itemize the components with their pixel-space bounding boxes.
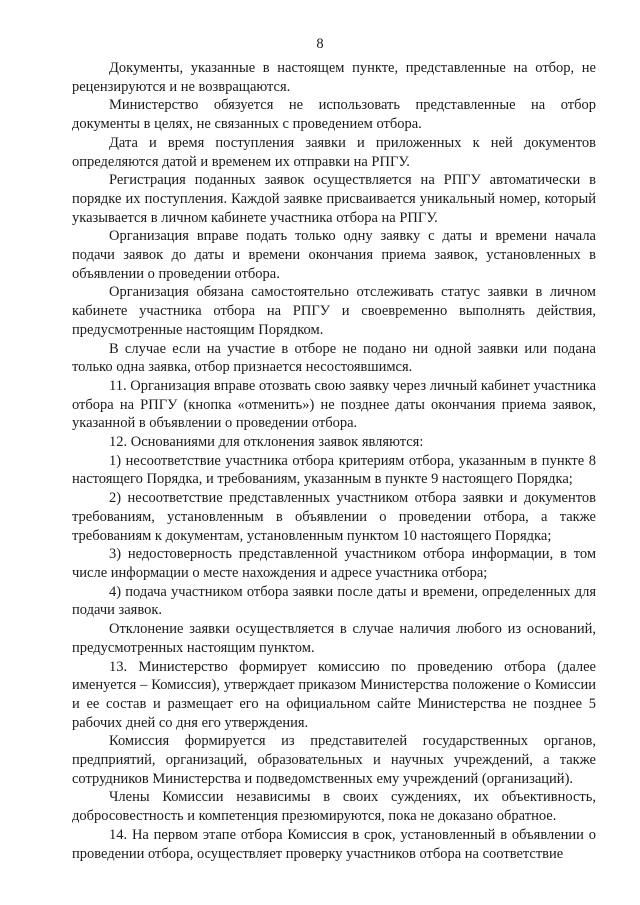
paragraph-ground-1: 1) несоответствие участника отбора критериям отбора, указанным в пункте 8 настоящего Порядка, и требованиям, указанным в пункте 9 настоящего Порядка; [72,452,596,488]
paragraph-item-12: 12. Основаниями для отклонения заявок являются: [109,434,424,451]
paragraph-single-application: Организация вправе подать только одну заявку с даты и времени начала подачи заявок до даты и времени окончания приема заявок, установленных в объявлении о проведении отбора. [72,228,596,282]
paragraph-status-tracking: Организация обязана самостоятельно отслеживать статус заявки в личном кабинете участника отбора на РПГУ и своевременно выполнять действия, предусмотренные настоящим Порядком. [72,284,596,338]
paragraph-ground-4: 4) подача участником отбора заявки после даты и времени, определенных для подачи заявок. [72,583,596,619]
paragraph-failed-selection: В случае если на участие в отборе не подано ни одной заявки или подана только одна заявка, отбор признается несостоявшимся. [72,340,596,376]
paragraph-commission-members: Члены Комиссии независимы в своих суждениях, их объективность, добросовестность и компетенция презюмируются, пока не доказано обратное. [72,789,596,825]
paragraph-item-11: 11. Организация вправе отозвать свою заявку через личный кабинет участника отбора на РПГУ (кнопка «отменить») не позднее даты окончания приема заявок, указанной в объявлении о проведении отбора. [72,377,596,432]
paragraph-item-14: 14. На первом этапе отбора Комиссия в срок, установленный в объявлении о проведении отбора, осуществляет проверку участников отбора на соответствие [72,826,596,862]
paragraph-ground-2: 2) несоответствие представленных участником отбора заявки и документов требованиям, установленным в объявлении о проведении отбора, а также требованиям к документам, установленным пунктом 10 настоящего Порядка; [72,490,596,544]
paragraph-returns: Документы, указанные в настоящем пункте, представленные на отбор, не рецензируются и не возвращаются. [72,60,596,95]
paragraph-item-13: 13. Министерство формирует комиссию по проведению отбора (далее именуется – Комиссия), утверждает приказом Министерства положение о Комиссии и ее состав и размещает его на официальном сайте Министерства не позднее 5 рабочих дней со дня его утверждения. [72,658,596,731]
paragraph-submission-date: Дата и время поступления заявки и приложенных к ней документов определяются датой и временем их отправки на РПГУ. [72,134,596,170]
page-number: 8 [316,36,324,52]
paragraph-ministry-obligation: Министерство обязуется не использовать представленные на отбор документы в целях, не связанных с проведением отбора. [72,97,596,133]
paragraph-commission-composition: Комиссия формируется из представителей государственных органов, предприятий, организаций, образовательных и научных учреждений, а также сотрудников Министерства и подведомственных ему учреждений (организаций). [72,733,596,787]
paragraph-registration: Регистрация поданных заявок осуществляется на РПГУ автоматически в порядке их поступления. Каждой заявке присваивается уникальный номер, который указывается в личном кабинете участника отбора на РПГУ. [72,172,596,226]
paragraph-rejection: Отклонение заявки осуществляется в случае наличия любого из оснований, предусмотренных настоящим пунктом. [72,621,596,656]
document-body [72,59,596,863]
paragraph-ground-3: 3) недостоверность представленной участником отбора информации, в том числе информации о месте нахождения и адресе участника отбора; [72,546,596,581]
